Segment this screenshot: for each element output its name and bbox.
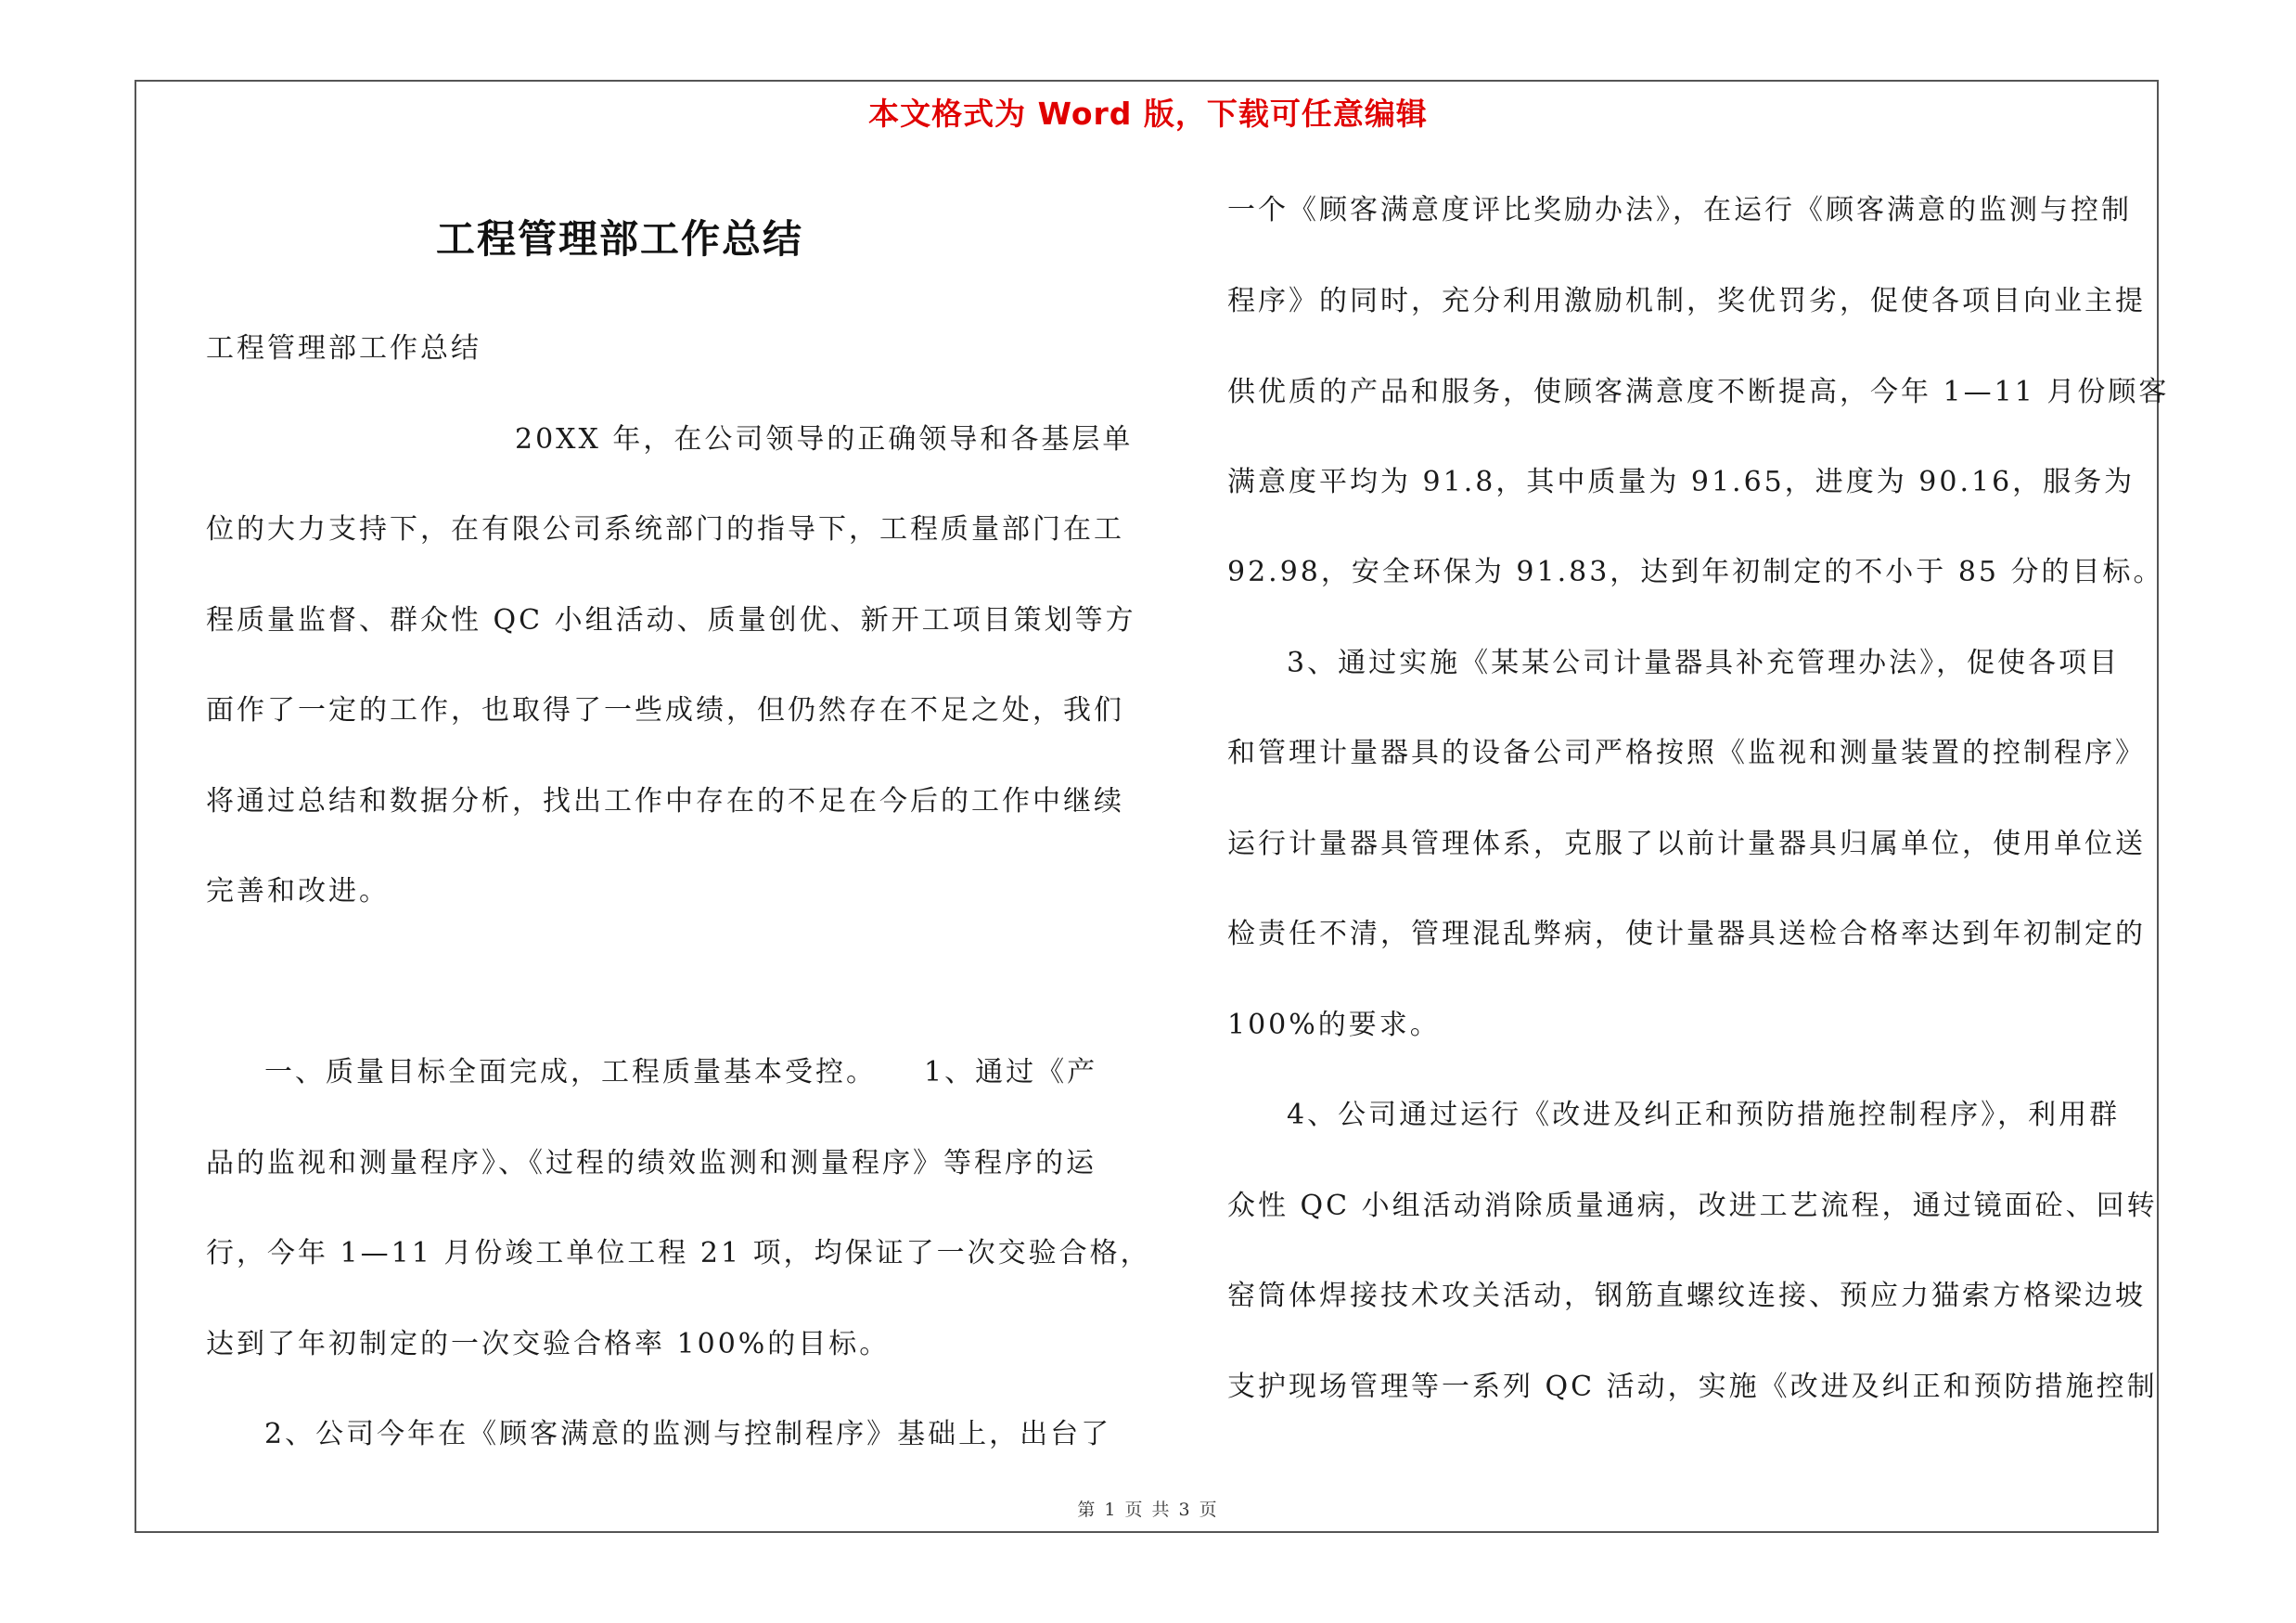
right-line-5: 92.98，安全环保为 91.83，达到年初制定的不小于 85 分的目标。 <box>1227 556 2164 588</box>
page-number-footer: 第 1 页 共 3 页 <box>1077 1500 1219 1520</box>
left-line-6: 将通过总结和数据分析，找出工作中存在的不足在今后的工作中继续 <box>206 785 1124 818</box>
right-line-13: 窑筒体焊接技术攻关活动，钢筋直螺纹连接、预应力猫索方格梁边坡 <box>1227 1280 2146 1312</box>
right-line-12: 众性 QC 小组活动消除质量通病，改进工艺流程，通过镜面砼、回转 <box>1227 1190 2158 1222</box>
right-line-4: 满意度平均为 91.8，其中质量为 91.65，进度为 90.16，服务为 <box>1227 466 2136 498</box>
right-line-1: 一个《顾客满意度评比奖励办法》，在运行《顾客满意的监测与控制 <box>1227 194 2132 226</box>
right-line-6: 3、通过实施《某某公司计量器具补充管理办法》，促使各项目 <box>1287 647 2121 679</box>
right-line-3: 供优质的产品和服务，使顾客满意度不断提高，今年 1—11 月份顾客 <box>1227 376 2170 408</box>
left-line-8: 一、质量目标全面完成，工程质量基本受控。 1、通过《产 <box>264 1056 1098 1088</box>
left-line-10: 行，今年 1—11 月份竣工单位工程 21 项，均保证了一次交验合格， <box>206 1237 1151 1269</box>
right-line-7: 和管理计量器具的设备公司严格按照《监视和测量装置的控制程序》 <box>1227 737 2146 769</box>
left-line-2: 20XX 年，在公司领导的正确领导和各基层单 <box>515 423 1134 456</box>
left-line-5: 面作了一定的工作，也取得了一些成绩，但仍然存在不足之处，我们 <box>206 694 1124 727</box>
left-line-11: 达到了年初制定的一次交验合格率 100%的目标。 <box>206 1328 891 1360</box>
right-line-14: 支护现场管理等一系列 QC 活动，实施《改进及纠正和预防措施控制 <box>1227 1371 2158 1403</box>
left-line-7: 完善和改进。 <box>206 875 390 908</box>
left-line-12: 2、公司今年在《顾客满意的监测与控制程序》基础上，出台了 <box>264 1418 1112 1450</box>
right-line-11: 4、公司通过运行《改进及纠正和预防措施控制程序》，利用群 <box>1287 1099 2121 1131</box>
right-line-9: 检责任不清，管理混乱弊病，使计量器具送检合格率达到年初制定的 <box>1227 918 2146 950</box>
left-line-3: 位的大力支持下，在有限公司系统部门的指导下，工程质量部门在工 <box>206 513 1124 546</box>
word-format-banner: 本文格式为 Word 版，下载可任意编辑 <box>868 96 1428 132</box>
right-line-8: 运行计量器具管理体系，克服了以前计量器具归属单位，使用单位送 <box>1227 828 2146 860</box>
right-line-10: 100%的要求。 <box>1227 1009 1441 1041</box>
right-line-2: 程序》的同时，充分利用激励机制，奖优罚劣，促使各项目向业主提 <box>1227 285 2146 317</box>
left-line-4: 程质量监督、群众性 QC 小组活动、质量创优、新开工项目策划等方 <box>206 604 1136 637</box>
document-title: 工程管理部工作总结 <box>436 216 804 262</box>
left-line-1: 工程管理部工作总结 <box>206 332 481 365</box>
left-line-9: 品的监视和测量程序》、《过程的绩效监测和测量程序》等程序的运 <box>206 1147 1097 1179</box>
